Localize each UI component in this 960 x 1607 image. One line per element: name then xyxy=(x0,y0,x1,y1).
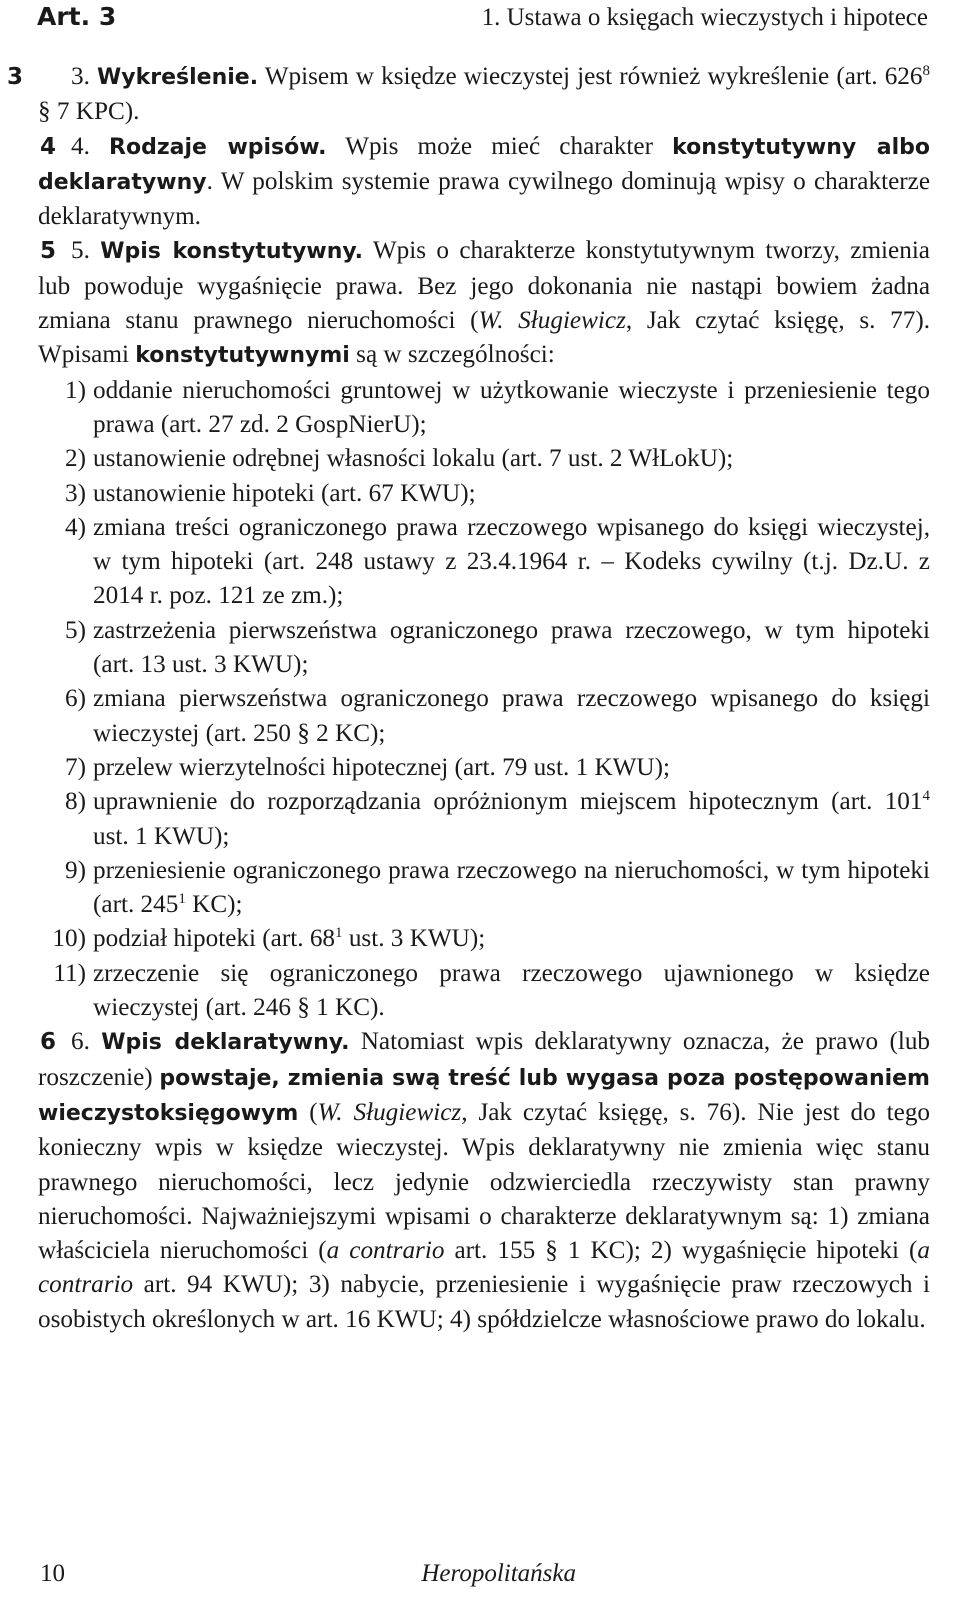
margin-number-3: 3 xyxy=(7,64,24,90)
list-item xyxy=(38,922,930,956)
section-6-text-2: ( xyxy=(298,1098,318,1126)
section-5-text-1: Wpis o charakterze konstytutywnym tworzy, zmienia lub powoduje wygaśnięcie prawa. Bez jego dokonania nie nastąpi bowiem żadna zmiana stanu prawnego nieruchomości ( xyxy=(38,237,930,335)
section-5-num: 5. xyxy=(71,237,90,265)
list-item xyxy=(38,854,930,923)
section-6-italic-1: a contrario xyxy=(326,1237,445,1265)
section-6-text-3: Jak czytać księgę, s. 76). Nie jest do tego konieczny wpis w księdze wieczystej. Wpis deklaratywny nie zmienia więc stanu prawnego nieruchomości, lecz jedynie odzwierciedla rzeczywisty stan prawny nieruchomości. Najważniejszymi wpisami o charakterze deklaratywnym są: 1) zmiana właściciela nieruchomości ( xyxy=(38,1098,931,1265)
page-header xyxy=(0,2,960,38)
section-6-num: 6. xyxy=(71,1028,90,1056)
list-item xyxy=(38,511,930,614)
list-item-number: 8) xyxy=(65,788,86,816)
section-4-num: 4. xyxy=(71,132,90,160)
margin-number-5: 5 xyxy=(40,238,57,265)
list-item-number: 11) xyxy=(53,959,86,987)
list-item-sup: 1 xyxy=(178,891,186,908)
section-6-author: W. Sługiewicz, xyxy=(317,1098,468,1126)
margin-number-4: 4 xyxy=(40,133,57,160)
list-item-text: zmiana pierwszeństwa ograniczonego prawa rzeczowego wpisanego do księgi wieczystej (art. 250 § 2 KC); xyxy=(93,685,930,747)
list-item-text: ustanowienie odrębnej własności lokalu (art. 7 ust. 2 WłLokU); xyxy=(93,445,734,473)
section-4-heading: Rodzaje wpisów. xyxy=(109,134,327,160)
list-item-number: 7) xyxy=(65,753,86,781)
list-item xyxy=(38,442,930,476)
section-5-bold: konstytutywnymi xyxy=(135,343,350,369)
section-6-bold: powstaje, zmienia swą treść lub wygasa poza postępowaniem wieczystoksięgowym xyxy=(38,1065,930,1126)
list-item-text: uprawnienie do rozporządzania opróżnionym miejscem hipotecznym (art. 101 xyxy=(93,788,923,816)
section-5-text-3: są w szczególności: xyxy=(349,341,555,369)
footer-author: Heropolitańska xyxy=(421,1560,576,1587)
list-item-tail: ust. 3 KWU); xyxy=(342,925,486,953)
section-6 xyxy=(38,1025,930,1337)
page-number: 10 xyxy=(40,1560,65,1587)
section-3 xyxy=(7,60,930,130)
list-item-number: 10) xyxy=(52,925,86,953)
list-item-text: zastrzeżenia pierwszeństwa ograniczonego prawa rzeczowego, w tym hipoteki (art. 13 ust. 3 KWU); xyxy=(93,616,930,679)
section-6-italic-2: a contrario xyxy=(38,1237,931,1299)
section-5-heading: Wpis konstytutywny. xyxy=(100,239,364,265)
list-item-sup: 1 xyxy=(335,925,343,942)
list-item-text: podział hipoteki (art. 68 xyxy=(93,925,336,953)
section-4-text-2: . W polskim systemie prawa cywilnego dominują wpisy o charakterze deklaratywnym. xyxy=(38,167,930,231)
article-label: Art. 3 xyxy=(37,2,117,31)
section-4 xyxy=(38,130,930,235)
list-item xyxy=(38,957,930,1026)
list-item-number: 4) xyxy=(65,513,86,541)
section-3-heading: Wykreślenie. xyxy=(97,65,259,90)
list-item xyxy=(38,374,930,443)
list-item-number: 1) xyxy=(65,376,86,404)
section-5 xyxy=(38,234,930,373)
section-6-text-4: art. 155 § 1 KC); 2) wygaśnięcie hipoteki ( xyxy=(444,1237,918,1265)
section-3-text-1: Wpisem w księdze wieczystej jest również wykreślenie (art. 626 xyxy=(258,63,923,90)
list-item-text: ustanowienie hipoteki (art. 67 KWU); xyxy=(93,479,476,507)
list-item xyxy=(38,614,930,683)
list-item-number: 2) xyxy=(65,445,86,473)
list-item-tail: ust. 1 KWU); xyxy=(93,822,230,850)
section-3-num: 3. xyxy=(71,63,90,90)
list-item xyxy=(38,682,930,751)
list-item-text: przelew wierzytelności hipotecznej (art. 79 ust. 1 KWU); xyxy=(93,753,671,781)
section-5-text-2: , Jak czytać księgę, s. 77). Wpisami xyxy=(38,307,931,369)
section-3-sup: 8 xyxy=(922,63,930,79)
section-5-author: W. Sługiewicz xyxy=(478,307,626,335)
section-3-text-2: § 7 KPC). xyxy=(38,98,140,126)
list-item-text: przeniesienie ograniczonego prawa rzeczowego na nieruchomości, w tym hipoteki (art. 245 xyxy=(93,856,930,919)
list-item xyxy=(38,477,930,511)
list-item xyxy=(38,751,930,785)
list-item-text: zrzeczenie się ograniczonego prawa rzeczowego ujawnionego w księdze wieczystej (art. 246 § 1 KC). xyxy=(93,959,930,1022)
list-item-number: 9) xyxy=(65,856,86,884)
document-body xyxy=(7,60,931,1337)
section-6-text-1: Natomiast wpis deklaratywny oznacza, że prawo (lub roszczenie) xyxy=(38,1028,931,1091)
list-item-number: 5) xyxy=(65,616,86,644)
page-footer xyxy=(0,1560,960,1596)
list-item-text: zmiana treści ograniczonego prawa rzeczowego wpisanego do księgi wieczystej, w tym hipoteki (art. 248 ustawy z 23.4.1964 r. – Kodeks cywilny (t.j. Dz.U. z 2014 r. poz. 121 ze zm.); xyxy=(93,513,930,610)
constitutive-entries-list xyxy=(38,374,930,1026)
list-item-number: 6) xyxy=(65,685,86,713)
section-4-text-1: Wpis może mieć charakter xyxy=(326,132,673,160)
section-6-heading: Wpis deklaratywny. xyxy=(101,1030,350,1056)
section-6-text-5: art. 94 KWU); 3) nabycie, przeniesienie i wygaśnięcie praw rzeczowych i osobistych określonych w art. 16 KWU; 4) spółdzielcze własnościowe prawo do lokalu. xyxy=(38,1271,930,1333)
list-item-text: oddanie nieruchomości gruntowej w użytkowanie wieczyste i przeniesienie tego prawa (art. 27 zd. 2 GospNierU); xyxy=(93,376,930,438)
section-4-bold: konstytutywny albo deklaratywny xyxy=(38,134,931,195)
list-item-sup: 4 xyxy=(922,788,930,805)
list-item-number: 3) xyxy=(65,479,86,507)
list-item-tail: KC); xyxy=(185,891,243,919)
margin-number-6: 6 xyxy=(40,1029,57,1056)
running-title: 1. Ustawa o księgach wieczystych i hipotece xyxy=(481,4,928,31)
list-item xyxy=(38,785,930,854)
